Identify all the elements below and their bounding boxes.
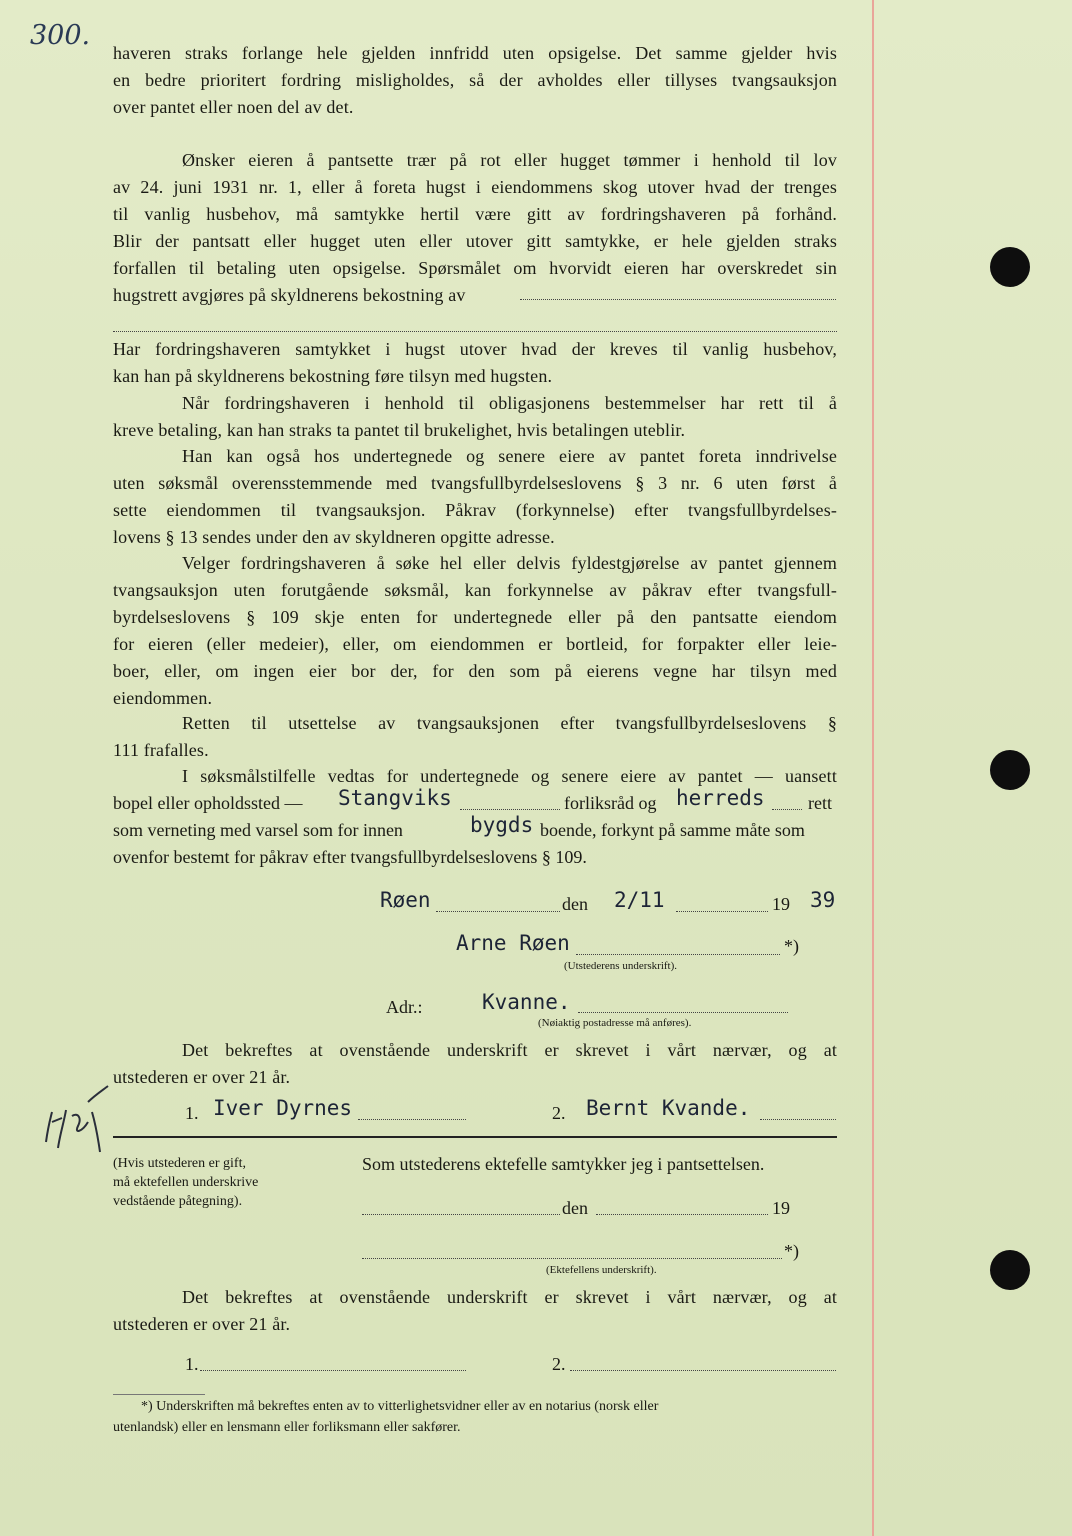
- text-line: hugstrett avgjøres på skyldnerens bekostning av: [113, 285, 466, 305]
- blank-dotted-line: [113, 331, 837, 332]
- side-note-line: (Hvis utstederen er gift,: [113, 1156, 246, 1171]
- blank-dotted-line: [772, 809, 802, 810]
- blank-dotted-line: [760, 1119, 836, 1120]
- footnote-line: *) Underskriften må bekreftes enten av to vitterlighetsvidner eller av en notarius (norsk eller: [141, 1399, 659, 1414]
- spouse-caption: (Ektefellens underskrift).: [546, 1264, 657, 1276]
- text-line: til vanlig husbehov, må samtykke hertil være gitt av fordringshaveren på forhånd.: [113, 204, 837, 224]
- witness-2-signature: Bernt Kvande.: [586, 1096, 751, 1120]
- spouse-star: *): [784, 1241, 799, 1261]
- confirmation-1: [113, 1037, 837, 1091]
- signing-place: Røen: [380, 888, 431, 912]
- footnote-rule: [113, 1394, 205, 1395]
- blank-dotted-line: [200, 1370, 466, 1371]
- venue-line3-prefix: som verneting med varsel som for innen: [113, 820, 403, 840]
- footnote-star: *): [784, 936, 799, 956]
- page-number: 300.: [30, 20, 91, 51]
- text-line: Har fordringshaveren samtykket i hugst utover hvad der kreves til vanlig husbehov,: [113, 339, 837, 359]
- paragraph-auction: [113, 550, 837, 712]
- witness-2-number-blank: 2.: [552, 1354, 566, 1374]
- text-line: Retten til utsettelse av tvangsauksjonen efter tvangsfullbyrdelseslovens §: [182, 713, 837, 733]
- blank-dotted-line: [362, 1214, 560, 1215]
- text-line: kreve betaling, kan han straks ta pantet til brukelighet, hvis betalingen uteblir.: [113, 420, 686, 440]
- paragraph-payment: [113, 390, 837, 444]
- blank-dotted-line: [676, 911, 768, 912]
- text-line: boer, eller, om ingen eier bor der, for den som på eierens vegne har tilsyn med: [113, 661, 837, 681]
- footnote-line: utenlandsk) eller en lensmann eller forliksmann eller sakfører.: [113, 1420, 461, 1435]
- spouse-den-label: den: [562, 1198, 588, 1218]
- text-line: forfallen til betaling uten opsigelse. Spørsmålet om hvorvidt eieren har overskredet sin: [113, 258, 837, 278]
- text-line: eiendommen.: [113, 688, 213, 708]
- issuer-caption: (Utstederens underskrift).: [564, 960, 678, 972]
- year-suffix: 39: [810, 888, 836, 912]
- text-line: Velger fordringshaveren å søke hel eller delvis fyldestgjørelse av pantet gjennem: [182, 553, 837, 573]
- forliksrad-label: forliksråd og: [564, 793, 657, 813]
- witness-1-signature: Iver Dyrnes: [213, 1096, 353, 1120]
- blank-dotted-line: [460, 809, 560, 810]
- venue-line4: ovenfor bestemt for påkrav efter tvangsfullbyrdelseslovens § 109.: [113, 847, 587, 867]
- paragraph-timber: [113, 147, 837, 309]
- spouse-year-prefix: 19: [772, 1198, 790, 1218]
- side-note-line: må ektefellen underskrive: [113, 1175, 259, 1190]
- paragraph-continuation: [113, 40, 837, 121]
- den-label: den: [562, 894, 588, 914]
- text-line: Ønsker eieren å pantsette trær på rot eller hugget tømmer i henhold til lov: [182, 150, 837, 170]
- text-line: I søksmålstilfelle vedtas for undertegnede og senere eiere av pantet — uansett: [182, 766, 837, 786]
- blank-dotted-line: [436, 911, 560, 912]
- text-line: kan han på skyldnerens bekostning føre tilsyn med hugsten.: [113, 366, 553, 386]
- blank-dotted-line: [578, 1012, 788, 1013]
- text-line: uten søksmål overensstemmende med tvangsfullbyrdelseslovens § 3 nr. 6 uten først å: [113, 473, 837, 493]
- address: Kvanne.: [482, 990, 571, 1014]
- text-line: Det bekreftes at ovenstående underskrift er skrevet i vårt nærvær, og at: [182, 1040, 837, 1060]
- witness-1-number-blank: 1.: [185, 1354, 199, 1374]
- paragraph-supervision: [113, 336, 837, 390]
- text-line: over pantet eller noen del av det.: [113, 97, 354, 117]
- text-line: sette eiendommen til tvangsauksjon. Påkrav (forkynnelse) efter tvangsfullbyrdelses-: [113, 500, 837, 520]
- text-line: Han kan også hos undertegnede og senere eiere av pantet foreta inndrivelse: [182, 446, 837, 466]
- text-line: av 24. juni 1931 nr. 1, eller å foreta hugst i eiendommens skog utover hvad der trenges: [113, 177, 837, 197]
- blank-dotted-line: [596, 1214, 768, 1215]
- spouse-signature-line: [362, 1258, 782, 1259]
- blank-dotted-line: [576, 954, 780, 955]
- court-type: herreds: [676, 786, 765, 810]
- margin-scribble: [38, 1082, 118, 1162]
- spouse-side-note: [113, 1154, 258, 1211]
- text-line: lovens § 13 sendes under den av skyldneren opgitte adresse.: [113, 527, 555, 547]
- text-line: Blir der pantsatt eller hugget uten eller utover gitt samtykke, er hele gjelden straks: [113, 231, 837, 251]
- section-divider: [113, 1136, 837, 1138]
- text-line: en bedre prioritert fordring misligholdes, så der avholdes eller tillyses tvangsauksjon: [113, 70, 837, 90]
- punch-hole-bottom: [990, 1250, 1030, 1290]
- paragraph-enforcement: [113, 443, 837, 551]
- blank-dotted-line: [520, 299, 836, 300]
- confirmation-2: [113, 1284, 837, 1338]
- issuer-signature: Arne Røen: [456, 931, 570, 955]
- court-suffix: rett: [808, 793, 832, 813]
- venue-line3-suffix: boende, forkynt på samme måte som: [540, 820, 805, 840]
- address-caption: (Nøiaktig postadresse må anføres).: [538, 1017, 692, 1029]
- text-line: for eieren (eller medeier), eller, om eiendommen er bortleid, for forpakter eller leie-: [113, 634, 837, 654]
- side-note-line: vedstående påtegning).: [113, 1194, 243, 1209]
- year-prefix: 19: [772, 894, 790, 914]
- adr-label: Adr.:: [386, 997, 423, 1017]
- witness-1-number: 1.: [185, 1103, 199, 1123]
- margin-line: [872, 0, 874, 1536]
- signing-date: 2/11: [614, 888, 665, 912]
- text-line: haveren straks forlange hele gjelden innfridd uten opsigelse. Det samme gjelder hvis: [113, 43, 837, 63]
- spouse-consent: Som utstederens ektefelle samtykker jeg i pantsettelsen.: [362, 1154, 765, 1174]
- district-name: bygds: [470, 813, 534, 837]
- witness-2-number: 2.: [552, 1103, 566, 1123]
- blank-dotted-line: [358, 1119, 466, 1120]
- punch-hole-middle: [990, 750, 1030, 790]
- text-line: 111 frafalles.: [113, 740, 209, 760]
- text-line: Når fordringshaveren i henhold til obligasjonens bestemmelser har rett til å: [182, 393, 837, 413]
- blank-dotted-line: [570, 1370, 836, 1371]
- text-line: byrdelseslovens § 109 skje enten for undertegnede eller på den pantsatte eiendom: [113, 607, 837, 627]
- text-line: utstederen er over 21 år.: [113, 1067, 291, 1087]
- footnote: [113, 1396, 837, 1438]
- forliksrad-name: Stangviks: [338, 786, 452, 810]
- paragraph-postponement: [113, 710, 837, 764]
- text-line: utstederen er over 21 år.: [113, 1314, 291, 1334]
- text-line: tvangsauksjon uten forutgående søksmål, kan forkynnelse av påkrav efter tvangsfull-: [113, 580, 837, 600]
- punch-hole-top: [990, 247, 1030, 287]
- text-line: Det bekreftes at ovenstående underskrift er skrevet i vårt nærvær, og at: [182, 1287, 837, 1307]
- venue-prefix: bopel eller opholdssted —: [113, 793, 303, 813]
